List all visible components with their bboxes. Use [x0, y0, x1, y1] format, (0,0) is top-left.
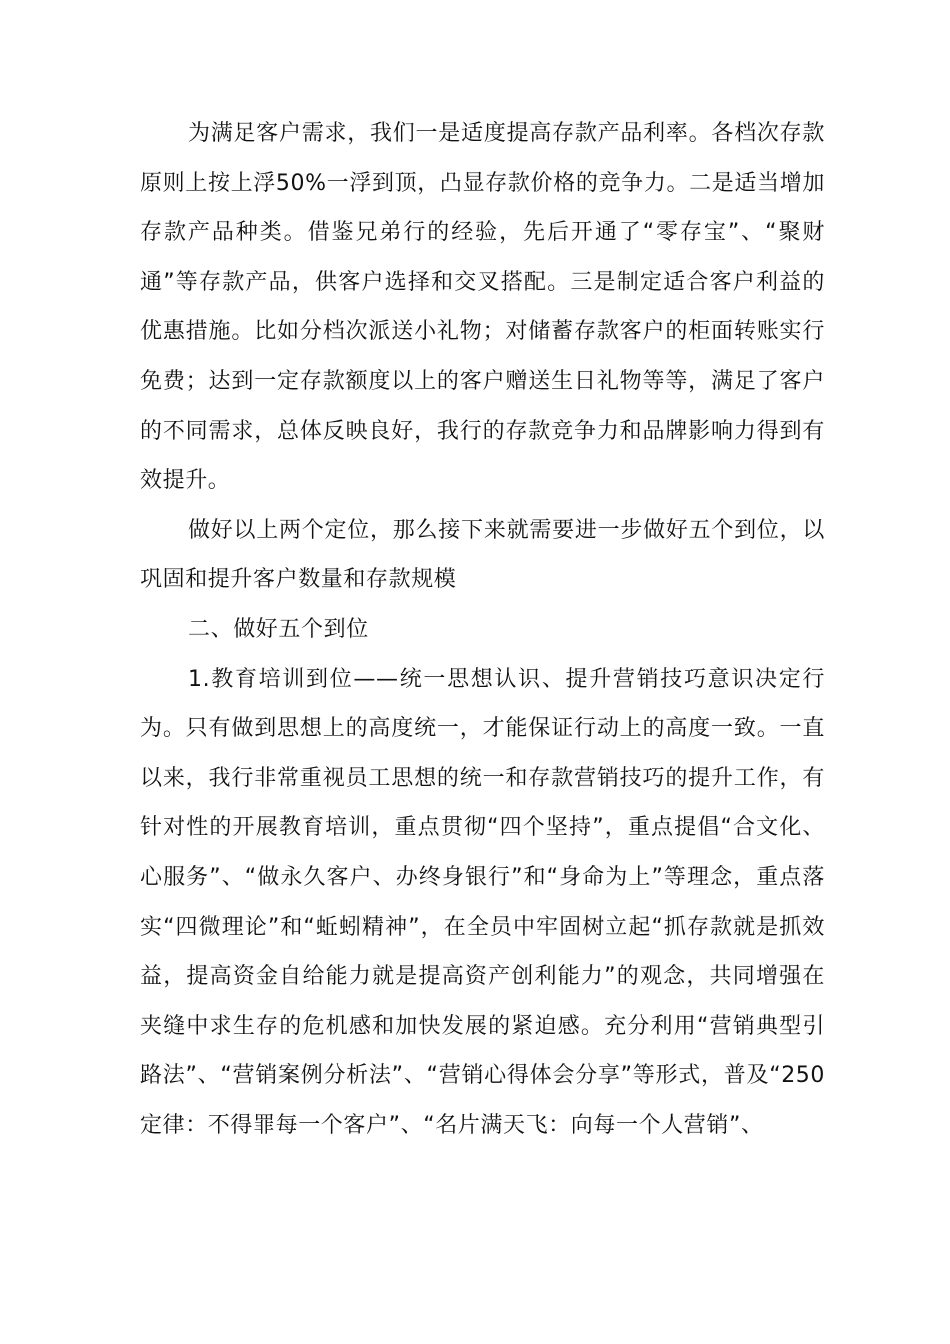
section-heading: 二、做好五个到位 — [188, 616, 369, 642]
paragraph-deposit-measures: 为满足客户需求，我们一是适度提高存款产品利率。各档次存款原则上按上浮50%一浮到顶，凸显存款价格的竞争力。二是适当增加存款产品种类。借鉴兄弟行的经验，先后开通了“零存宝”、“聚财通”等存款产品，供客户选择和交叉搭配。三是制定适合客户利益的优惠措施。比如分档次派送小礼物；对储蓄存款客户的柜面转账实行免费；达到一定存款额度以上的客户赠送生日礼物等等，满足了客户的不同需求，总体反映良好，我行的存款竞争力和品牌影响力得到有效提升。 — [140, 121, 825, 494]
paragraph-education-training: 1.教育培训到位——统一思想认识、提升营销技巧意识决定行为。只有做到思想上的高度统一，才能保证行动上的高度一致。一直以来，我行非常重视员工思想的统一和存款营销技巧的提升工作，有针对性的开展教育培训，重点贯彻“四个坚持”，重点提倡“合文化、心服务”、“做永久客户、办终身银行”和“身命为上”等理念，重点落实“四微理论”和“蚯蚓精神”，在全员中牢固树立起“抓存款就是抓效益，提高资金自给能力就是提高资产创利能力”的观念，共同增强在夹缝中求生存的危机感和加快发展的紧迫感。充分利用“营销典型引路法”、“营销案例分析法”、“营销心得体会分享”等形式，普及“250定律：不得罪每一个客户”、“名片满天飞：向每一个人营销”、 — [140, 666, 825, 1138]
document-body — [140, 109, 825, 1150]
paragraph-two-positioning: 做好以上两个定位，那么接下来就需要进一步做好五个到位，以巩固和提升客户数量和存款规模 — [140, 517, 825, 593]
